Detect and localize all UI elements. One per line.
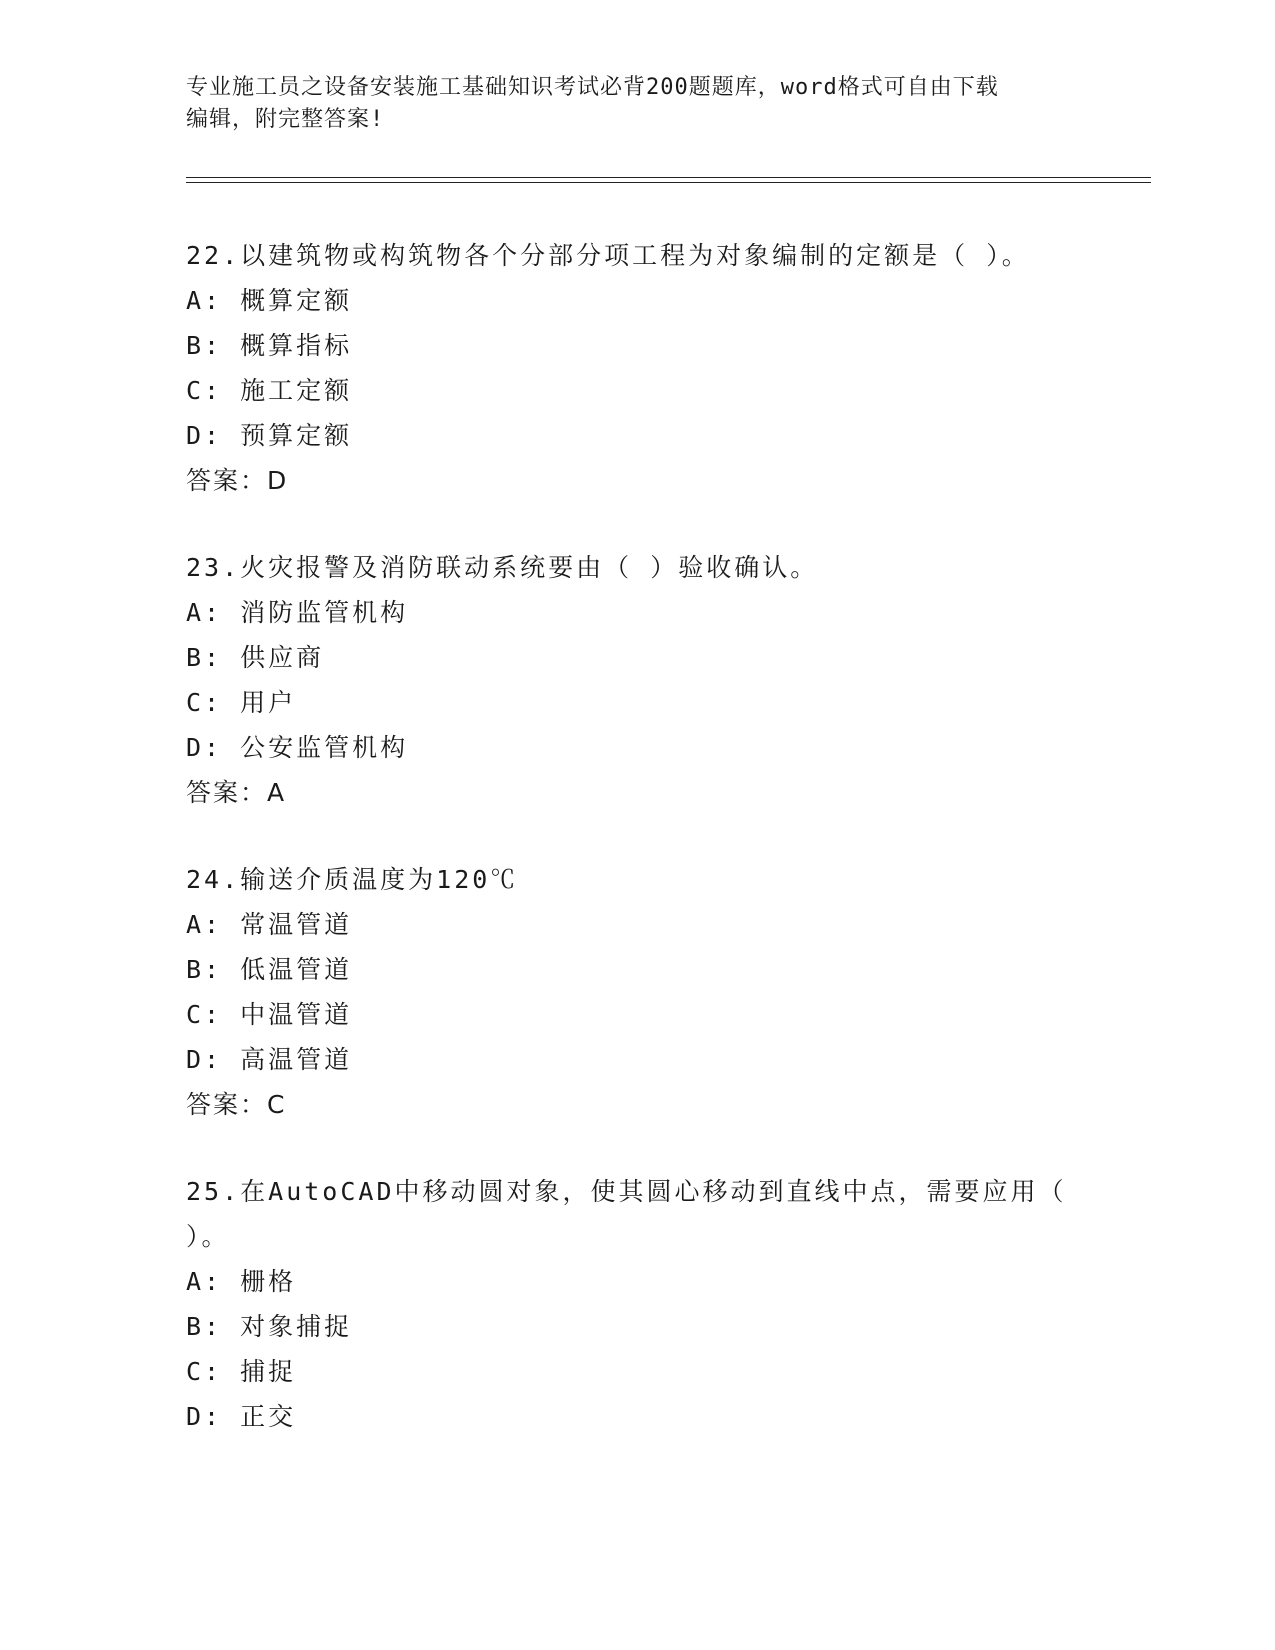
option-a: A: 常温管道 (186, 910, 353, 939)
option-d: D: 公安监管机构 (186, 733, 409, 762)
option-c: C: 用户 (186, 688, 297, 717)
answer-label: 答案：C (186, 1090, 287, 1119)
option-c: C: 捕捉 (186, 1357, 297, 1386)
header-line-2: 编辑，附完整答案! (186, 107, 385, 132)
question-stem-line-1: 25.在AutoCAD中移动圆对象，使其圆心移动到直线中点，需要应用（ (186, 1177, 1067, 1206)
question-stem: 24.输送介质温度为120℃ (186, 865, 519, 894)
option-d: D: 高温管道 (186, 1045, 353, 1074)
answer-label: 答案：A (186, 778, 287, 807)
option-b: B: 对象捕捉 (186, 1312, 353, 1341)
option-d: D: 正交 (186, 1402, 297, 1431)
header-divider-bottom (186, 182, 1151, 183)
question-list (186, 233, 1086, 1481)
question-stem-line-2: ）。 (186, 1222, 230, 1251)
header-line-1: 专业施工员之设备安装施工基础知识考试必背200题题库，word格式可自由下载 (186, 75, 999, 100)
option-b: B: 低温管道 (186, 955, 353, 984)
question-stem: 23.火灾报警及消防联动系统要由（ ）验收确认。 (186, 553, 819, 582)
option-b: B: 供应商 (186, 643, 325, 672)
option-a: A: 消防监管机构 (186, 598, 409, 627)
option-c: C: 中温管道 (186, 1000, 353, 1029)
option-a: A: 栅格 (186, 1267, 297, 1296)
header-divider-top (186, 177, 1151, 178)
option-c: C: 施工定额 (186, 376, 353, 405)
question-23 (186, 545, 1086, 815)
question-25 (186, 1169, 1086, 1439)
question-24 (186, 857, 1086, 1127)
question-stem: 22.以建筑物或构筑物各个分部分项工程为对象编制的定额是（ ）。 (186, 241, 1030, 270)
answer-label: 答案：D (186, 466, 289, 495)
option-b: B: 概算指标 (186, 331, 353, 360)
question-22 (186, 233, 1086, 503)
option-d: D: 预算定额 (186, 421, 353, 450)
option-a: A: 概算定额 (186, 286, 353, 315)
document-header (186, 72, 1066, 136)
